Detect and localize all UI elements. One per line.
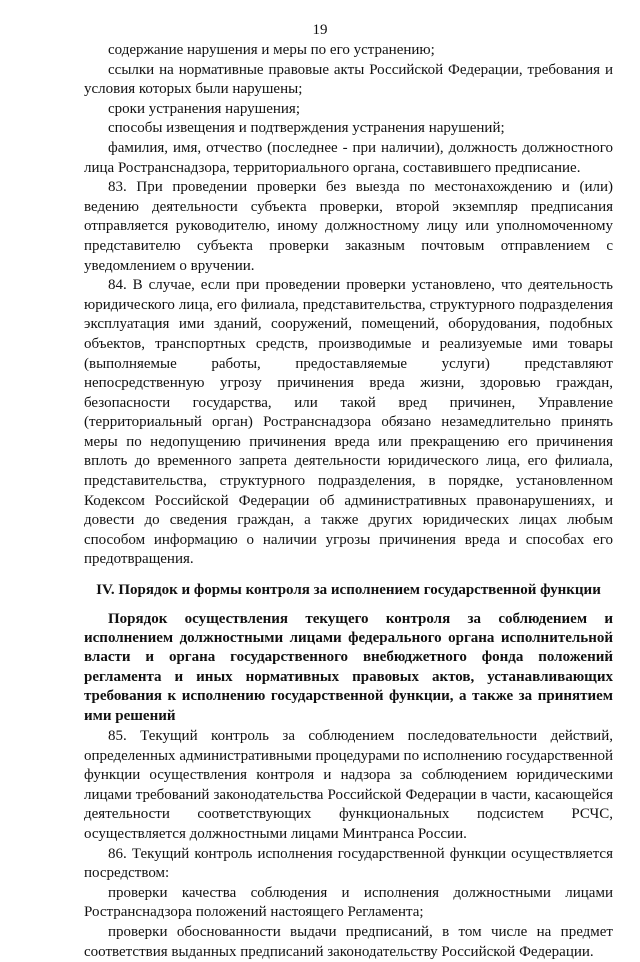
- document-body: [84, 41, 613, 962]
- list-item-validity-check: проверки обоснованности выдачи предписаний, в том числе на предмет соответствия выданных предписаний законодательству Российской Федерации.: [84, 924, 613, 960]
- clause-86: 86. Текущий контроль исполнения государственной функции осуществляется посредством:: [84, 845, 613, 882]
- list-item-quality-check: проверки качества соблюдения и исполнения должностными лицами Ространснадзора положений настоящего Регламента;: [84, 884, 613, 921]
- list-item-deadlines: сроки устранения нарушения;: [108, 100, 300, 117]
- subheading-current-control: Порядок осуществления текущего контроля за соблюдением и исполнением должностными лицами федерального органа исполнительной власти и органа государственного внебюджетного фонда положений регламента и иных нормативных правовых актов, устанавливающих требования к исполнению государственной функции, а также за принятием ими решений: [84, 610, 613, 724]
- clause-85: 85. Текущий контроль за соблюдением последовательности действий, определенных административными процедурами по исполнению государственной функции осуществления контроля и надзора за соблюдением юридическими лицами требований законодательства Российской Федерации в части, касающейся деятельности соответствующих функциональных подсистем РСЧС, осуществляется должностными лицами Минтранса России.: [84, 728, 613, 843]
- list-item-violation-content: содержание нарушения и меры по его устранению;: [108, 42, 435, 58]
- list-item-notification-methods: способы извещения и подтверждения устранения нарушений;: [108, 120, 505, 137]
- list-item-official-name: фамилия, имя, отчество (последнее - при наличии), должность должностного лица Ространснадзора, территориального органа, составившего предписание.: [84, 139, 613, 176]
- section-heading-iv: IV. Порядок и формы контроля за исполнением государственной функции: [96, 582, 601, 599]
- clause-84: 84. В случае, если при проведении проверки установлено, что деятельность юридического лица, его филиала, представительства, структурного подразделения эксплуатация ими зданий, сооружений, помещений, оборудования, подобных объектов, транспортных средств, производимые и реализуемые ими товары (выполняемые работы, предоставляемые услуги) представляют непосредственную угрозу причинения вреда жизни, здоровью граждан, безопасности государства, или такой вред причинен, Управление (территориальный орган) Ространснадзора обязано незамедлительно принять меры по недопущению причинения вреда или прекращению его причинения вплоть до временного запрета деятельности юридического лица, его филиала, представительства, структурного подразделения, в порядке, установленном Кодексом Российской Федерации об административных правонарушениях, и довести до сведения граждан, а также других юридических лицах любым способом информацию о наличии угрозы причинения вреда и способах его предотвращения.: [84, 277, 613, 568]
- list-item-legal-references: ссылки на нормативные правовые акты Российской Федерации, требования и условия которых были нарушены;: [84, 61, 613, 98]
- page-number: 19: [312, 22, 328, 38]
- clause-83: 83. При проведении проверки без выезда по местонахождению и (или) ведению деятельности субъекта проверки, второй экземпляр предписания отправляется руководителю, иному должностному лицу или уполномоченному представителю субъекта проверки заказным почтовым отправлением с уведомлением о вручении.: [84, 179, 613, 274]
